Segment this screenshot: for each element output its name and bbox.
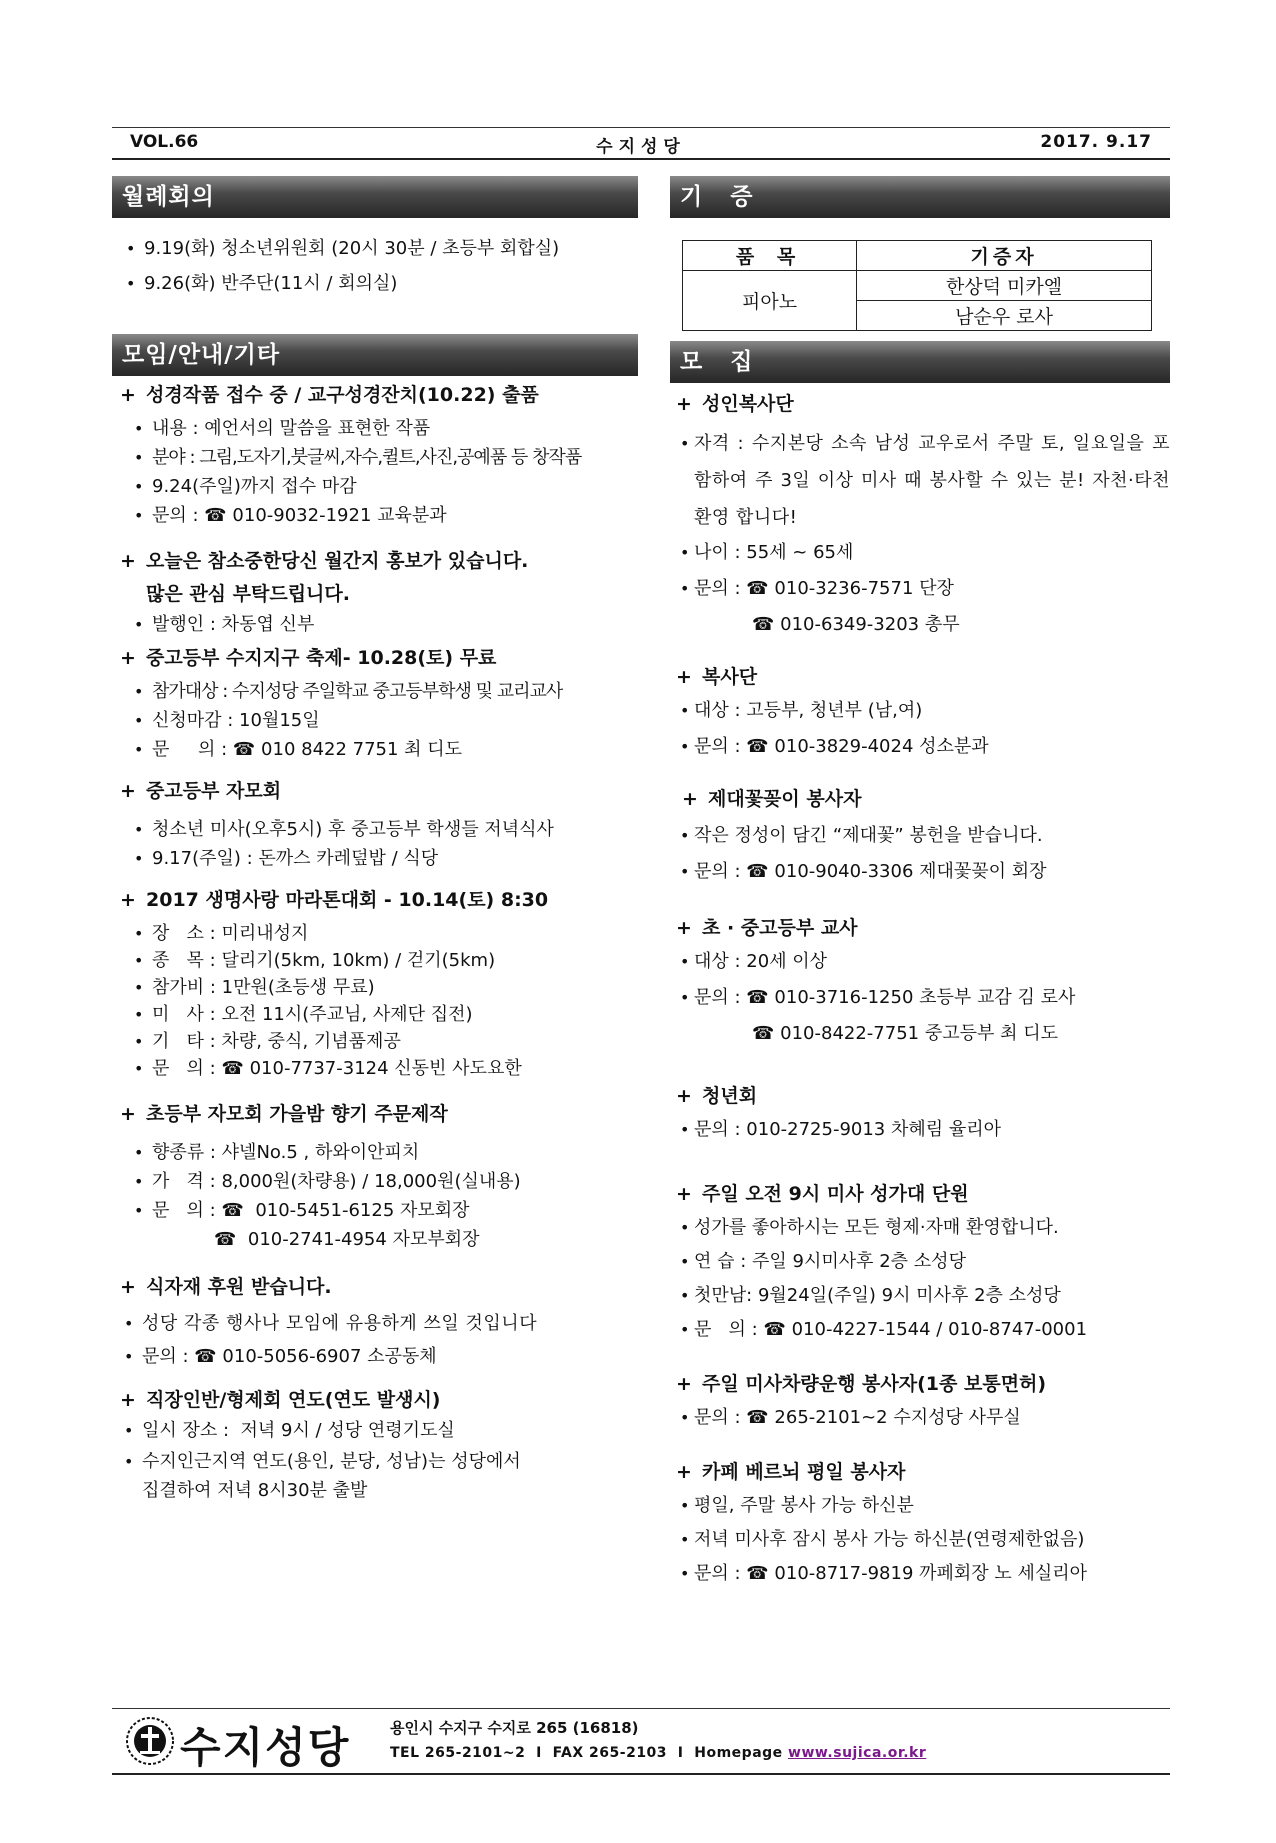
event-6-line: • 문 의 : ☎ 010-5451-6125 자모회장 (134, 1198, 630, 1223)
event-8-line: • 일시 장소 : 저녁 9시 / 성당 연령기도실 (124, 1418, 630, 1443)
event-title-7: + 식자재 후원 받습니다. (120, 1276, 332, 1298)
events-section (112, 382, 638, 1503)
donation-col-donor: 기증자 (857, 241, 1152, 271)
recruit-6-line: • 성가를 좋아하시는 모든 형제·자매 환영합니다. (680, 1215, 1170, 1241)
event-6-line: • 향종류 : 샤넬No.5 , 하와이안피치 (134, 1140, 630, 1165)
recruit-8-line: • 저녁 미사후 잠시 봉사 가능 하신분(연령제한없음) (680, 1527, 1170, 1553)
donation-table (682, 240, 1152, 331)
meeting-section (112, 218, 638, 328)
event-title-6: + 초등부 자모회 가을밤 향기 주문제작 (120, 1103, 448, 1125)
left-column (112, 176, 638, 1507)
recruit-title-8: + 카페 베르뇌 평일 봉사자 (676, 1461, 906, 1483)
recruit-6-line: • 첫만남: 9월24일(주일) 9시 미사후 2층 소성당 (680, 1283, 1170, 1309)
event-5-line: • 기 타 : 차량, 중식, 기념품제공 (134, 1029, 630, 1054)
event-1-line: • 내용 : 예언서의 말씀을 표현한 작품 (134, 416, 630, 441)
recruit-7-line: • 문의 : ☎ 265-2101~2 수지성당 사무실 (680, 1405, 1170, 1431)
recruit-6-line: • 문 의 : ☎ 010-4227-1544 / 010-8747-0001 (680, 1317, 1170, 1343)
donation-col-item: 품 목 (683, 241, 857, 271)
donation-item: 피아노 (683, 271, 857, 331)
recruit-3-line: • 문의 : ☎ 010-9040-3306 제대꽃꽂이 회장 (680, 859, 1170, 885)
recruit-header: 모 집 (670, 341, 1170, 383)
recruit-2-line: • 대상 : 고등부, 청년부 (남,여) (680, 698, 1170, 724)
event-8-line: 집결하여 저녁 8시30분 출발 (142, 1480, 368, 1501)
recruit-title-7: + 주일 미사차량운행 봉사자(1종 보통면허) (676, 1373, 1047, 1395)
recruit-title-2: + 복사단 (676, 666, 758, 688)
recruit-4-line: • 문의 : ☎ 010-3716-1250 초등부 교감 김 로사 (680, 985, 1170, 1011)
recruit-title-3: + 제대꽃꽂이 봉사자 (682, 788, 862, 810)
recruit-title-4: + 초 · 중고등부 교사 (676, 917, 858, 939)
event-4-line: • 9.17(주일) : 돈까스 카레덮밥 / 식당 (134, 846, 630, 871)
event-title-3: + 중고등부 수지지구 축제- 10.28(토) 무료 (120, 647, 497, 669)
event-5-line: • 장 소 : 미리내성지 (134, 921, 630, 946)
recruit-5-line: • 문의 : 010-2725-9013 차혜림 율리아 (680, 1117, 1170, 1143)
event-5-line: • 미 사 : 오전 11시(주교님, 사제단 집전) (134, 1002, 630, 1027)
donation-donor: 한상덕 미카엘 (857, 271, 1152, 301)
masthead (112, 127, 1170, 160)
recruit-1-line: ☎ 010-6349-3203 총무 (752, 614, 960, 635)
event-2-line: • 발행인 : 차동엽 신부 (134, 612, 630, 637)
volume-number: VOL.66 (130, 132, 199, 152)
meeting-header: 월례회의 (112, 176, 638, 218)
event-6-line: ☎ 010-2741-4954 자모부회장 (214, 1229, 480, 1250)
event-title-1: + 성경작품 접수 중 / 교구성경잔치(10.22) 출품 (120, 384, 539, 406)
footer-address: 용인시 수지구 수지로 265 (16818) (390, 1719, 639, 1737)
event-8-line: • 수지인근지역 연도(용인, 분당, 성남)는 성당에서 (124, 1449, 630, 1474)
event-7-line: • 성당 각종 행사나 모임에 유용하게 쓰일 것입니다 (124, 1311, 630, 1336)
recruit-title-6: + 주일 오전 9시 미사 성가대 단원 (676, 1183, 969, 1205)
parish-logo-icon (124, 1715, 176, 1767)
event-3-line: • 신청마감 : 10월15일 (134, 708, 630, 733)
meeting-item-1: • 9.19(화) 청소년위원회 (20시 30분 / 초등부 회합실) (126, 236, 630, 261)
footer-contact: TEL 265-2101~2 I FAX 265-2103 I Homepage www.sujica.or.kr (390, 1745, 927, 1761)
recruit-3-line: • 작은 정성이 담긴 “제대꽃” 봉헌을 받습니다. (680, 823, 1170, 849)
recruit-6-line: • 연 습 : 주일 9시미사후 2층 소성당 (680, 1249, 1170, 1275)
recruit-1-line: • 나이 : 55세 ~ 65세 (680, 540, 1170, 566)
donation-header: 기 증 (670, 176, 1170, 218)
events-header: 모임/안내/기타 (112, 334, 638, 376)
parish-title: 수지성당 (596, 137, 686, 157)
event-4-line: • 청소년 미사(오후5시) 후 중고등부 학생들 저녁식사 (134, 817, 630, 842)
recruit-8-line: • 평일, 주말 봉사 가능 하신분 (680, 1493, 1170, 1519)
recruit-title-5: + 청년회 (676, 1085, 758, 1107)
event-title-4: + 중고등부 자모회 (120, 780, 282, 802)
recruit-section (670, 391, 1170, 1587)
recruit-8-line: • 문의 : ☎ 010-8717-9819 까페회장 노 세실리아 (680, 1561, 1170, 1587)
event-6-line: • 가 격 : 8,000원(차량용) / 18,000원(실내용) (134, 1169, 630, 1194)
recruit-4-line: • 대상 : 20세 이상 (680, 949, 1170, 975)
event-7-line: • 문의 : ☎ 010-5056-6907 소공동체 (124, 1344, 630, 1369)
issue-date: 2017. 9.17 (1040, 132, 1152, 152)
homepage-link[interactable]: www.sujica.or.kr (788, 1745, 927, 1761)
event-1-line: • 9.24(주일)까지 접수 마감 (134, 474, 630, 499)
footer (112, 1708, 1170, 1775)
event-1-line: • 분야 : 그림,도자기,붓글씨,자수,퀼트,사진,공예품 등 창작품 (134, 445, 630, 470)
event-title-5: + 2017 생명사랑 마라톤대회 - 10.14(토) 8:30 (120, 889, 549, 911)
event-5-line: • 참가비 : 1만원(초등생 무료) (134, 975, 630, 1000)
footer-logo-text: 수지성당 (180, 1723, 351, 1772)
meeting-item-2: • 9.26(화) 반주단(11시 / 회의실) (126, 271, 630, 296)
event-title-2: + 오늘은 참소중한당신 월간지 홍보가 있습니다. 많은 관심 부탁드립니다. (120, 550, 529, 605)
event-3-line: • 참가대상 : 수지성당 주일학교 중고등부학생 및 교리교사 (134, 679, 630, 704)
event-5-line: • 종 목 : 달리기(5km, 10km) / 걷기(5km) (134, 948, 630, 973)
donation-donor: 남순우 로사 (857, 301, 1152, 331)
recruit-2-line: • 문의 : ☎ 010-3829-4024 성소분과 (680, 734, 1170, 760)
event-title-8: + 직장인반/형제회 연도(연도 발생시) (120, 1389, 441, 1411)
event-5-line: • 문 의 : ☎ 010-7737-3124 신동빈 사도요한 (134, 1056, 630, 1081)
event-3-line: • 문 의 : ☎ 010 8422 7751 최 디도 (134, 737, 630, 762)
event-1-line: • 문의 : ☎ 010-9032-1921 교육분과 (134, 503, 630, 528)
right-column (670, 176, 1170, 1591)
recruit-1-line: • 문의 : ☎ 010-3236-7571 단장 (680, 576, 1170, 602)
recruit-title-1: + 성인복사단 (676, 393, 794, 415)
recruit-1-line: • 자격 : 수지본당 소속 남성 교우로서 주말 토, 일요일을 포함하여 주 3일 이상 미사 때 봉사할 수 있는 분! 자천·타천 환영 합니다! (680, 425, 1170, 536)
recruit-4-line: ☎ 010-8422-7751 중고등부 최 디도 (752, 1023, 1058, 1044)
